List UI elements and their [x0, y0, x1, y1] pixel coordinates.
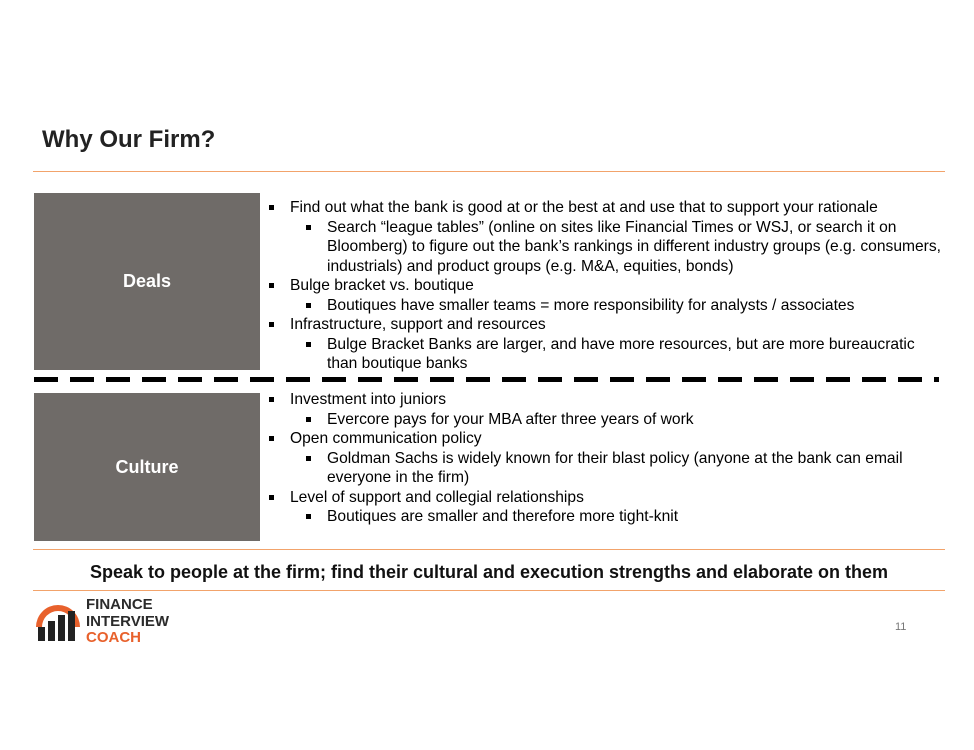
deals-label: Deals	[122, 271, 172, 291]
culture-label-box	[34, 393, 260, 541]
list-item: Open communication policy	[266, 429, 946, 449]
list-item: Boutiques have smaller teams = more responsibility for analysts / associates	[266, 296, 946, 316]
logo-line-3: COACH	[86, 629, 141, 646]
list-item: Bulge bracket vs. boutique	[266, 276, 946, 296]
top-divider	[33, 171, 945, 172]
list-item: Find out what the bank is good at or the best at and use that to support your rationale	[266, 198, 946, 218]
page-number: 11	[895, 621, 907, 633]
culture-bullets	[266, 390, 946, 527]
logo-wordmark	[86, 597, 169, 647]
deals-bullets	[266, 198, 946, 374]
list-item: Level of support and collegial relationships	[266, 488, 946, 508]
list-item: Bulge Bracket Banks are larger, and have more resources, but are more bureaucratic than boutique banks	[266, 335, 946, 374]
dashed-divider	[34, 377, 939, 382]
list-item: Investment into juniors	[266, 390, 946, 410]
culture-label: Culture	[115, 456, 179, 477]
page-title: Why Our Firm?	[42, 126, 216, 153]
list-item: Evercore pays for your MBA after three years of work	[266, 410, 946, 430]
logo-line-1: FINANCE	[86, 596, 153, 613]
footer-takeaway: Speak to people at the firm; find their cultural and execution strengths and elaborate on them	[89, 562, 889, 582]
logo-line-2: INTERVIEW	[86, 612, 170, 630]
footer-bottom-divider	[33, 590, 945, 591]
deals-label-box	[34, 193, 260, 370]
list-item: Goldman Sachs is widely known for their blast policy (anyone at the bank can email everyone in the firm)	[266, 449, 946, 488]
list-item: Search “league tables” (online on sites like Financial Times or WSJ, or search it on Bloomberg) to figure out the bank’s rankings in different industry groups (e.g. consumers, industrials) and product groups (e.g. M&A, equities, bonds)	[266, 218, 946, 277]
list-item: Boutiques are smaller and therefore more tight-knit	[266, 507, 946, 527]
list-item: Infrastructure, support and resources	[266, 315, 946, 335]
footer-top-divider	[33, 549, 945, 550]
